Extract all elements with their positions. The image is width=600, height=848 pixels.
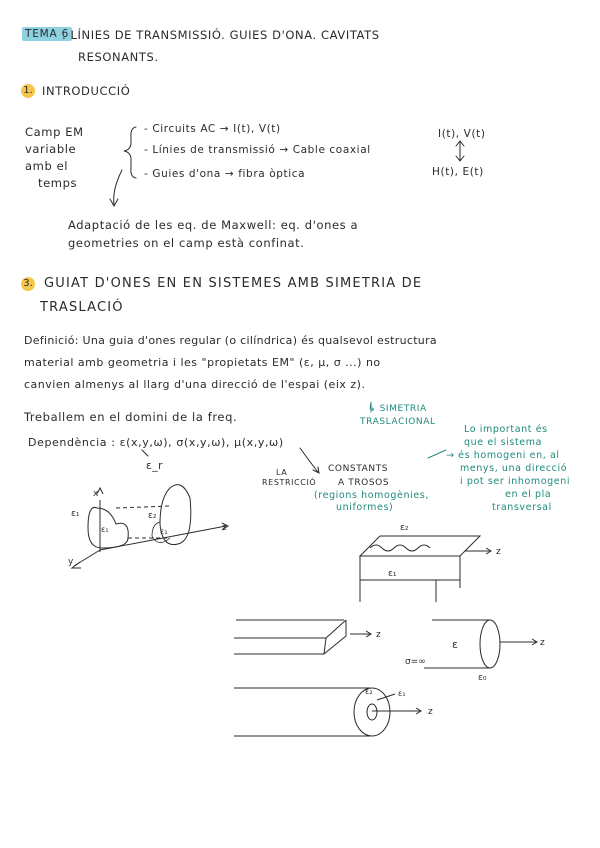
simetria-note-2: TRASLACIONAL — [360, 417, 436, 427]
important-note-6: en el pla — [505, 489, 552, 500]
coax-e1-label: ε₁ — [398, 689, 406, 698]
item-lines: - Línies de transmissió → Cable coaxial — [144, 144, 371, 156]
frequency-line: Treballem en el domini de la freq. — [24, 410, 238, 424]
right-bottom-label: H(t), E(t) — [432, 166, 484, 178]
title-line-2: RESONANTS. — [78, 50, 159, 64]
eps-small1-label: ε₁ — [101, 525, 109, 534]
axis-z-label: z — [222, 523, 227, 533]
strip-z-label: z — [376, 630, 381, 640]
section-3-title-1: GUIAT D'ONES EN EN SISTEMES AMB SIMETRIA DE — [44, 276, 423, 291]
important-note-1: Lo important és — [464, 424, 548, 435]
regions-2: uniformes) — [336, 502, 394, 513]
box-e2-label: ε₂ — [400, 523, 409, 533]
box-sketch — [360, 536, 491, 602]
cylinder-sigma-label: σ=∞ — [405, 657, 426, 667]
constant-1: CONSTANTS — [328, 464, 389, 474]
section-1-number: 1. — [21, 84, 35, 98]
coax-e2-label: ε₂ — [365, 687, 373, 696]
section-3-title-2: TRASLACIÓ — [40, 300, 124, 315]
regions-1: (regions homogènies, — [314, 490, 429, 501]
important-note-4: menys, una direcció — [460, 463, 568, 474]
eps2-label: ε₂ — [148, 511, 157, 521]
adaptation-line-1: Adaptació de les eq. de Maxwell: eq. d'ones a — [68, 218, 359, 232]
left-note-1: Camp EM — [25, 125, 84, 139]
left-note-4: temps — [38, 176, 78, 190]
title-line-1: . LÍNIES DE TRANSMISSIÓ. GUIES D'ONA. CAVITATS — [62, 28, 380, 42]
axis-x-label: x — [93, 489, 99, 499]
eps1-label: ε₁ — [71, 509, 80, 519]
box-e1-label: ε₁ — [388, 569, 397, 579]
adaptation-line-2: geometries on el camp està confinat. — [68, 236, 305, 250]
dependence-line: Dependència : ε(x,y,ω), σ(x,y,ω), μ(x,y,ω) — [28, 436, 284, 449]
important-note-3: → és homogeni en, al — [446, 450, 560, 461]
cylinder-z-label: z — [540, 638, 545, 648]
cylinder-e0-label: ε₀ — [478, 673, 487, 683]
right-top-label: I(t), V(t) — [438, 128, 486, 140]
cylinder-eps-label: ε — [452, 638, 458, 651]
coax-sketch — [234, 688, 421, 736]
strip-sketch — [234, 620, 371, 654]
important-note-7: transversal — [492, 502, 552, 513]
restriction-1: LA — [276, 468, 288, 477]
restriction-2: RESTRICCIÓ — [262, 478, 317, 487]
important-note-2: que el sistema — [464, 437, 543, 448]
epsilon-r-label: ε_r — [146, 460, 164, 472]
topic-tag: TEMA 6 — [22, 27, 72, 41]
section-3-number: 3. — [21, 277, 35, 291]
definition-line-1: Definició: Una guia d'ones regular (o cilíndrica) és qualsevol estructura — [24, 334, 437, 347]
box-z-label: z — [496, 547, 501, 557]
eps-small2-label: ε₁ — [160, 527, 168, 536]
constant-2: A TROSOS — [338, 478, 390, 488]
coax-z-label: z — [428, 707, 433, 717]
important-note-5: i pot ser inhomogeni — [460, 476, 571, 487]
simetria-note-1: ↳ SIMETRIA — [368, 404, 427, 414]
item-circuits: - Circuits AC → I(t), V(t) — [144, 123, 281, 135]
left-note-2: variable — [25, 142, 77, 156]
cylinder-sketch — [424, 620, 537, 668]
definition-line-3: canvien almenys al llarg d'una direcció de l'espai (eix z). — [24, 378, 366, 391]
left-note-3: amb el — [25, 159, 69, 173]
items-brace — [124, 127, 136, 178]
axis-y-label: y — [68, 557, 74, 567]
item-guides: - Guies d'ona → fibra òptica — [144, 168, 306, 180]
section-1-title: INTRODUCCIÓ — [42, 84, 131, 98]
definition-line-2: material amb geometria i les "propietats EM" (ε, μ, σ ...) no — [24, 356, 381, 369]
